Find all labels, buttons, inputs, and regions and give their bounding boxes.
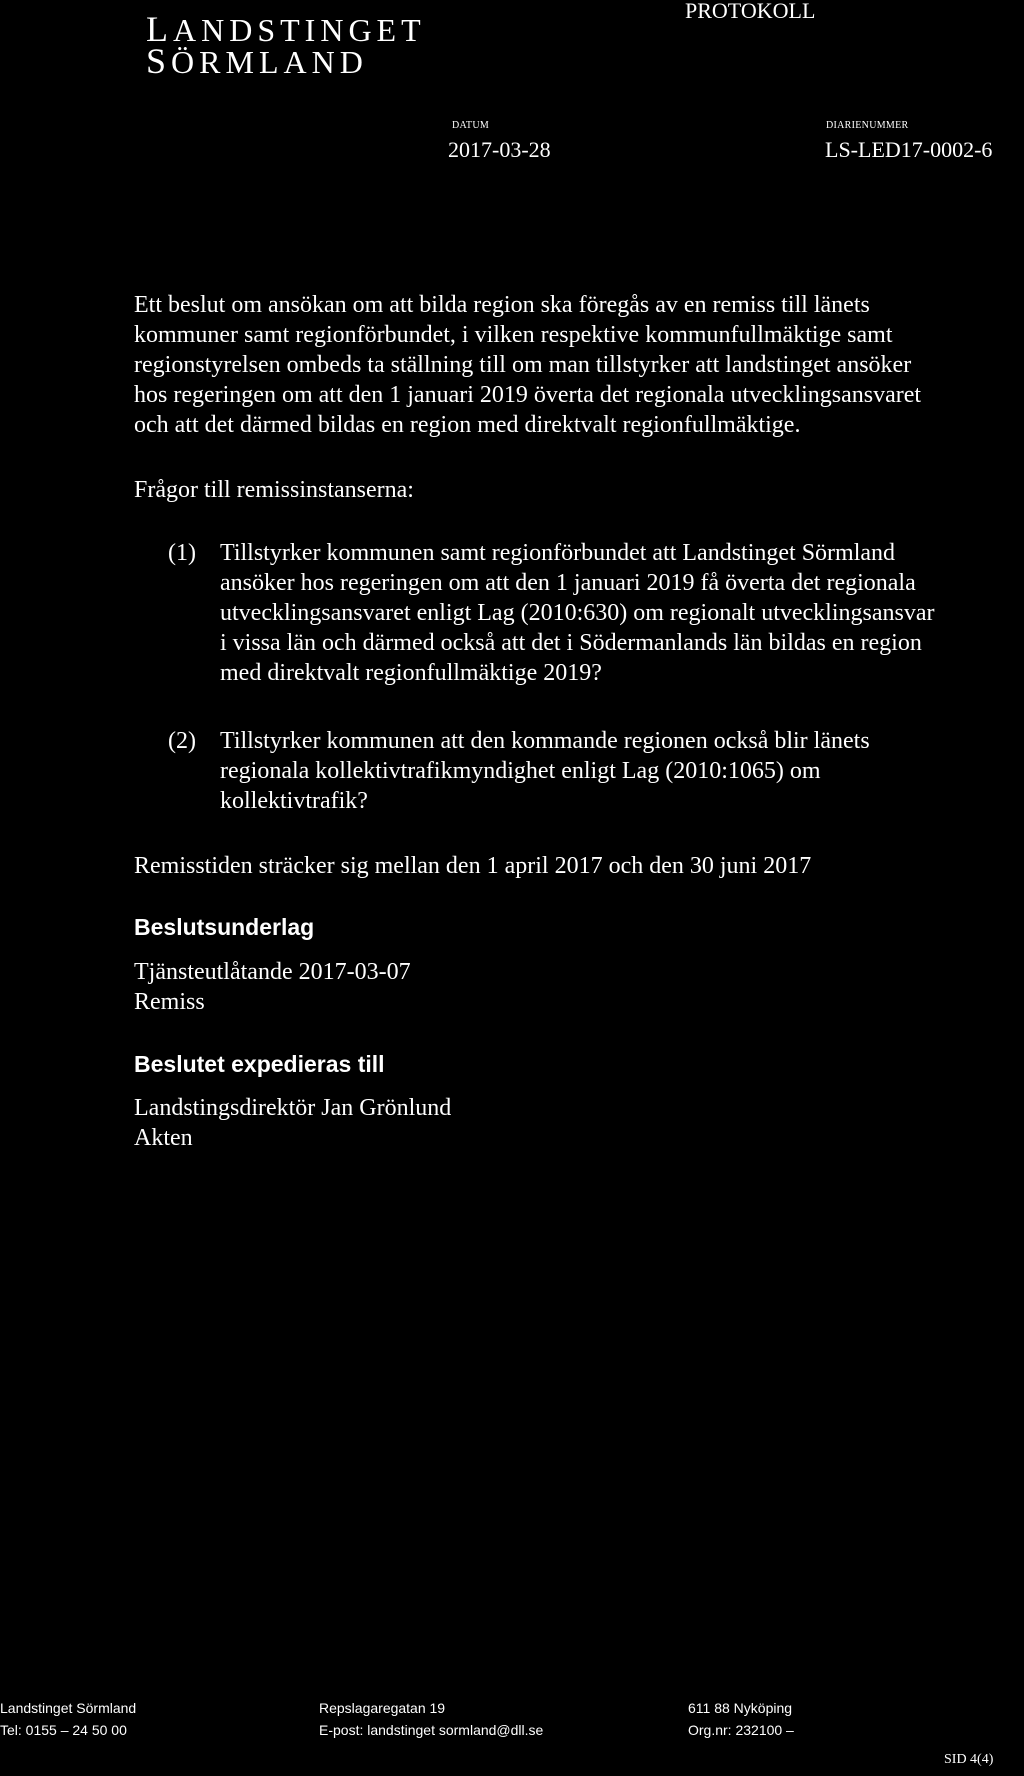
basis-list bbox=[134, 957, 1024, 1017]
question-number: (2) bbox=[168, 728, 196, 754]
org-logo-line-1: LANDSTINGET bbox=[146, 9, 426, 49]
page-number: SID 4(4) bbox=[944, 1752, 994, 1767]
questions-intro: Frågor till remissinstanserna: bbox=[134, 477, 414, 503]
intro-paragraph: Ett beslut om ansökan om att bilda region ska föregås av en remiss till länets kommuner samt regionförbundet, i vilken respektive kommunfullmäktige samt regionstyrelsen ombeds ta ställning till om man tillstyrker att landstinget ansöker hos regeringen om att den 1 januari 2019 överta det regionala utvecklingsansvaret och att det därmed bildas en region med direktvalt regionfullmäktige. bbox=[134, 292, 922, 438]
dispatch-heading: Beslutet expedieras till bbox=[134, 1051, 385, 1077]
diary-number-label: DIARIENUMMER bbox=[826, 120, 909, 131]
question-number: (1) bbox=[168, 540, 196, 566]
footer-column-contact: Repslagaregatan 19 E-post: landstinget sormland@dll.se bbox=[319, 1700, 544, 1738]
date-value: 2017-03-28 bbox=[448, 137, 551, 162]
basis-heading: Beslutsunderlag bbox=[134, 914, 315, 940]
document-type: PROTOKOLL bbox=[685, 0, 816, 23]
list-item: Remiss bbox=[134, 989, 205, 1015]
footer-column-postal: 611 88 Nyköping Org.nr: 232100 – bbox=[688, 1700, 794, 1738]
list-item: Akten bbox=[134, 1125, 193, 1151]
dispatch-list bbox=[134, 1093, 1024, 1153]
org-logo-line-2: SÖRMLAND bbox=[146, 41, 368, 81]
date-label: DATUM bbox=[452, 120, 490, 131]
footer-column-address: Landstinget Sörmland Tel: 0155 – 24 50 00 bbox=[0, 1700, 137, 1738]
remiss-period: Remisstiden sträcker sig mellan den 1 april 2017 och den 30 juni 2017 bbox=[134, 853, 812, 879]
list-item: Landstingsdirektör Jan Grönlund bbox=[134, 1095, 452, 1121]
list-item: Tjänsteutlåtande 2017-03-07 bbox=[134, 959, 411, 985]
diary-number-value: LS-LED17-0002-6 bbox=[825, 137, 993, 162]
